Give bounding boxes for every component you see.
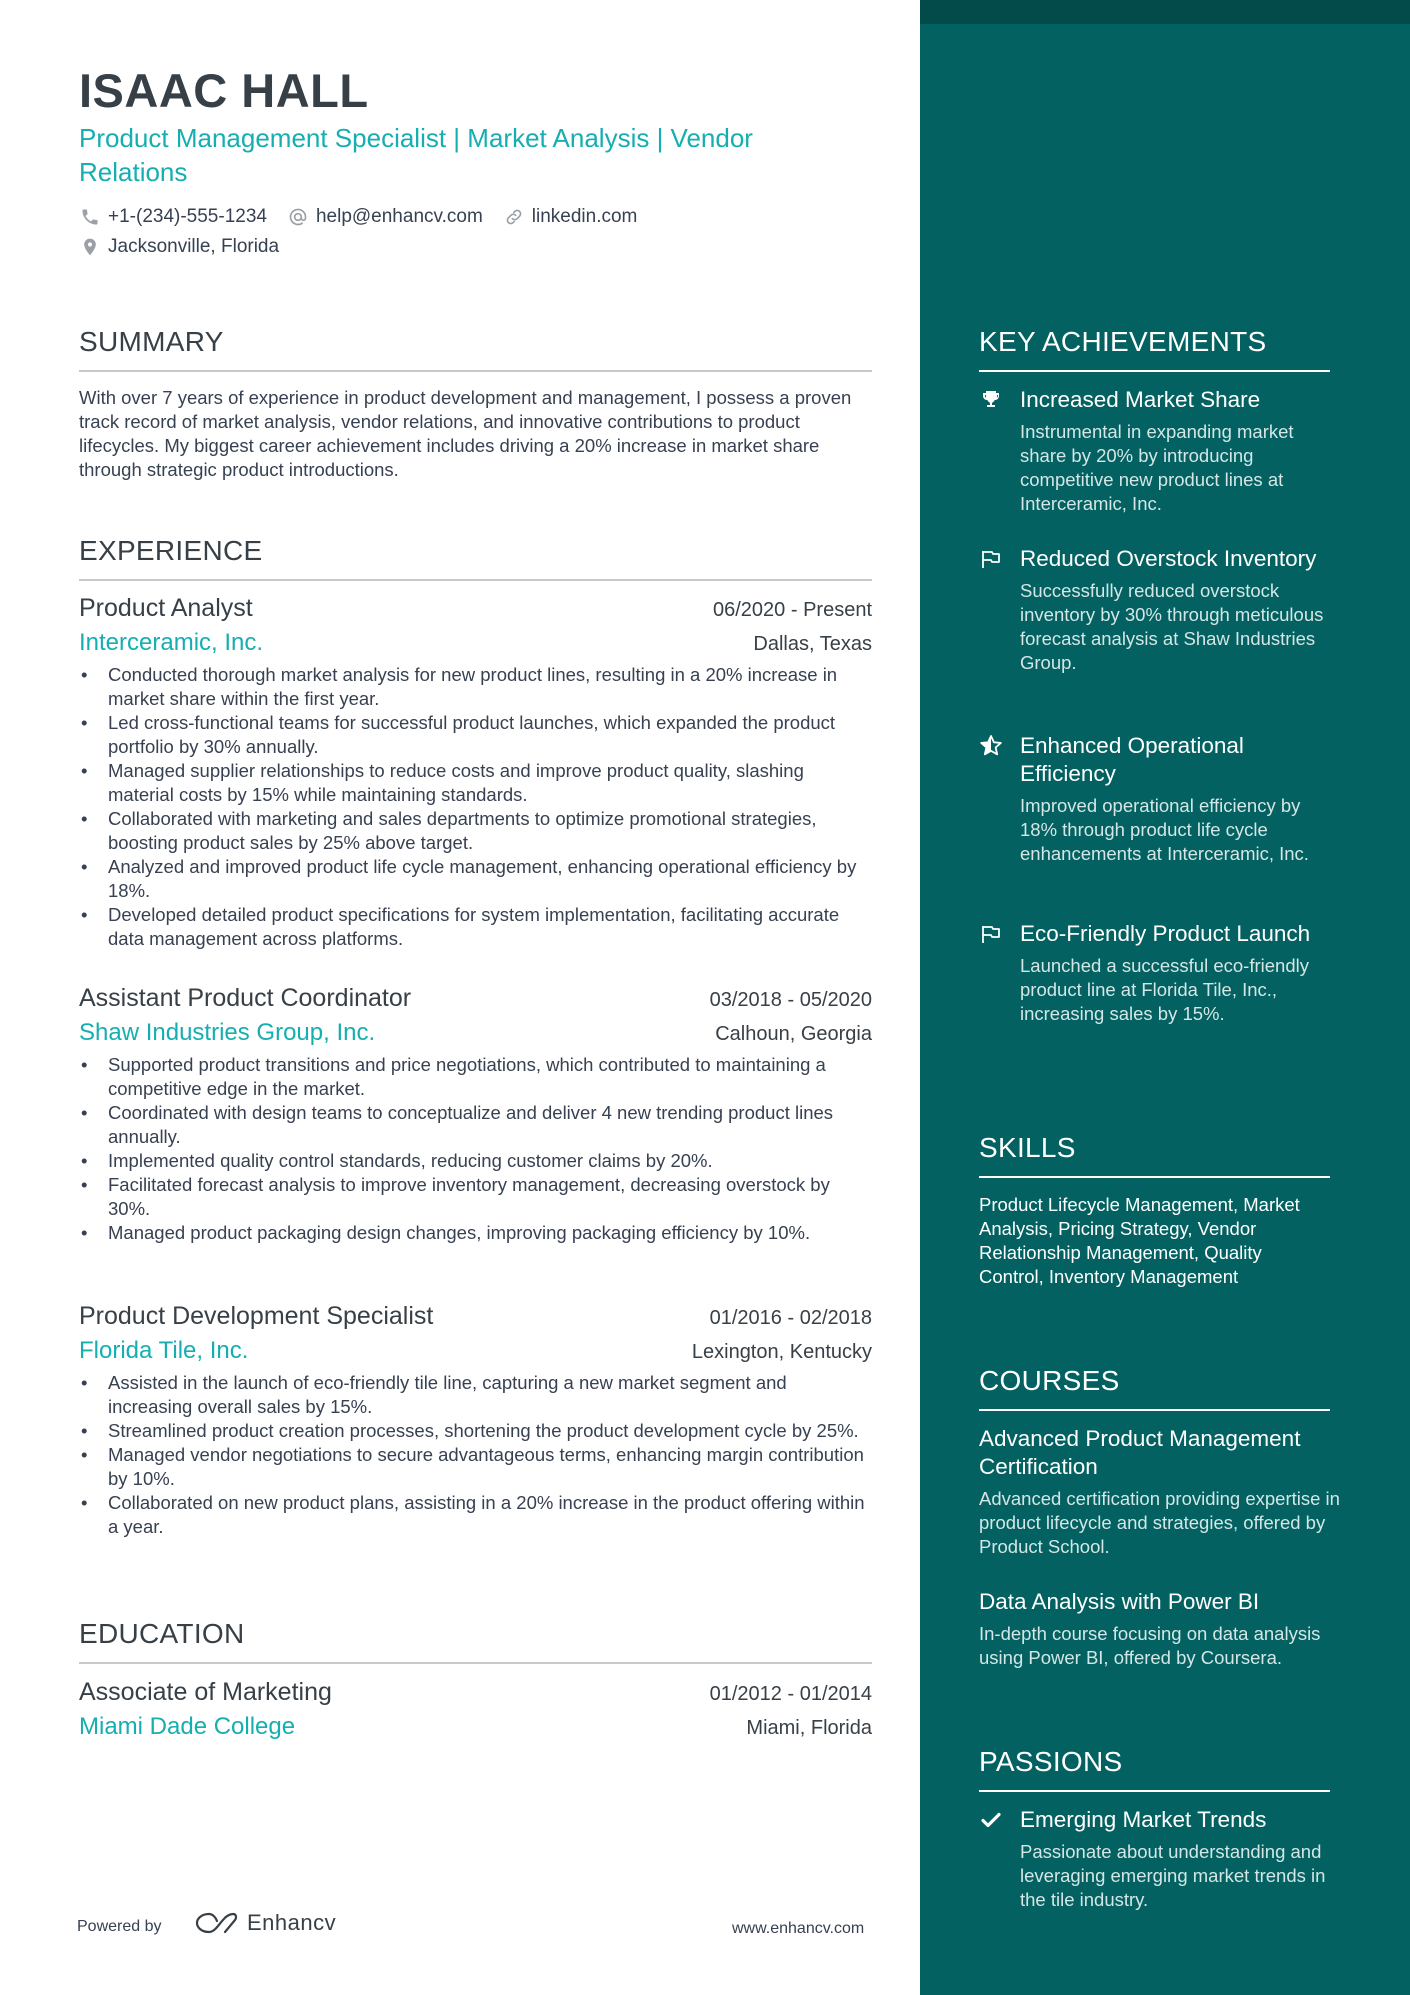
skills-text: Product Lifecycle Management, Market Analysis, Pricing Strategy, Vendor Relationship Management, Quality Control, Inventory Management — [979, 1194, 1300, 1287]
contact-phone — [79, 206, 267, 228]
sidebar-top-bar — [920, 0, 1410, 24]
headline: Product Management Specialist | Market Analysis | Vendor Relations — [79, 123, 753, 187]
candidate-name: ISAAC HALL — [79, 64, 369, 117]
course-title: Data Analysis with Power BI — [979, 1589, 1260, 1614]
achievement-item — [979, 545, 1339, 675]
course-title: Advanced Product Management Certification — [979, 1426, 1301, 1479]
school: Miami Dade College — [79, 1713, 296, 1740]
education-heading: EDUCATION — [79, 1618, 872, 1664]
job-bullet: • Conducted thorough market analysis for new product lines, resulting in a 20% increase in market share within the first year. — [79, 663, 872, 711]
job-location: Calhoun, Georgia — [715, 1023, 872, 1045]
website-link[interactable]: www.enhancv.com — [732, 1920, 865, 1937]
course-desc: Advanced certification providing expertise in product lifecycle and strategies, offered by Product School. — [979, 1488, 1340, 1557]
job-bullet: • Managed vendor negotiations to secure advantageous terms, enhancing margin contribution by 10%. — [79, 1443, 872, 1491]
link-icon — [503, 206, 525, 228]
job-bullet: • Managed product packaging design changes, improving packaging efficiency by 10%. — [79, 1221, 872, 1245]
powered-by-label: Powered by — [77, 1918, 162, 1935]
achievement-desc: Improved operational efficiency by 18% through product life cycle enhancements at Interceramic, Inc. — [1020, 795, 1309, 864]
at-sign-icon — [287, 206, 309, 228]
trophy-icon — [979, 388, 1005, 414]
job-bullet: • Coordinated with design teams to conceptualize and deliver 4 new trending product lines annually. — [79, 1101, 872, 1149]
job-title: Product Development Specialist — [79, 1302, 434, 1330]
course-item — [979, 1588, 1349, 1670]
job-bullet: • Managed supplier relationships to reduce costs and improve product quality, slashing material costs by 15% while maintaining standards. — [79, 759, 872, 807]
achievement-item — [979, 920, 1339, 1026]
achievement-desc: Successfully reduced overstock inventory by 30% through meticulous forecast analysis at Shaw Industries Group. — [1020, 580, 1324, 673]
job-location: Dallas, Texas — [753, 633, 872, 655]
job-bullet: • Supported product transitions and price negotiations, which contributed to maintaining a competitive edge in the market. — [79, 1053, 872, 1101]
check-icon — [979, 1808, 1005, 1834]
enhancv-logo-text: Enhancv — [247, 1910, 337, 1935]
contact-linkedin — [503, 206, 638, 228]
summary-text: With over 7 years of experience in product development and management, I possess a proven track record of market analysis, vendor relations, and innovative contributions to product lifecycles. My biggest career achievement includes driving a 20% increase in market share through strategic product introductions. — [79, 387, 852, 480]
achievement-desc: Launched a successful eco-friendly product line at Florida Tile, Inc., increasing sales by 15%. — [1020, 955, 1309, 1024]
job-location: Lexington, Kentucky — [691, 1341, 872, 1363]
courses-heading: COURSES — [979, 1365, 1330, 1411]
linkedin-link[interactable]: linkedin.com — [531, 206, 638, 227]
job-entry — [79, 594, 872, 951]
enhancv-logo-icon — [195, 1910, 239, 1936]
job-bullet: • Developed detailed product specifications for system implementation, facilitating accurate data management across platforms. — [79, 903, 872, 951]
summary-heading: SUMMARY — [79, 326, 872, 372]
job-entry — [79, 984, 872, 1245]
passion-desc: Passionate about understanding and leveraging emerging market trends in the tile industry. — [1020, 1841, 1326, 1910]
email-link[interactable]: help@enhancv.com — [315, 206, 483, 227]
job-company: Interceramic, Inc. — [79, 629, 264, 656]
education-dates: 01/2012 - 01/2014 — [709, 1683, 872, 1705]
achievement-item — [979, 386, 1339, 516]
course-desc: In-depth course focusing on data analysis using Power BI, offered by Coursera. — [979, 1623, 1321, 1668]
achievement-desc: Instrumental in expanding market share by 20% by introducing competitive new product lines at Interceramic, Inc. — [1020, 421, 1294, 514]
contact-row — [79, 206, 657, 228]
location-text: Jacksonville, Florida — [108, 236, 280, 257]
job-bullet: • Streamlined product creation processes, shortening the product development cycle by 25%. — [79, 1419, 872, 1443]
passions-heading: PASSIONS — [979, 1746, 1330, 1792]
achievement-title: Reduced Overstock Inventory — [1020, 546, 1317, 571]
job-bullets — [79, 1053, 872, 1245]
flag-icon — [979, 547, 1005, 573]
job-dates: 03/2018 - 05/2020 — [709, 989, 872, 1011]
achievement-title: Eco-Friendly Product Launch — [1020, 921, 1311, 946]
course-item — [979, 1425, 1349, 1559]
skills-heading: SKILLS — [979, 1132, 1330, 1178]
star-icon — [979, 734, 1005, 760]
passion-item — [979, 1806, 1339, 1912]
flag-icon — [979, 922, 1005, 948]
education-location: Miami, Florida — [746, 1717, 872, 1739]
education-entry — [79, 1678, 872, 1741]
job-dates: 06/2020 - Present — [713, 599, 872, 621]
job-bullet: • Analyzed and improved product life cycle management, enhancing operational efficiency by 18%. — [79, 855, 872, 903]
location-row — [79, 236, 299, 258]
experience-heading: EXPERIENCE — [79, 535, 872, 581]
job-bullet: • Collaborated with marketing and sales departments to optimize promotional strategies, boosting product sales by 25% above target. — [79, 807, 872, 855]
degree: Associate of Marketing — [79, 1678, 332, 1706]
contact-email — [287, 206, 483, 228]
job-bullet: • Implemented quality control standards, reducing customer claims by 20%. — [79, 1149, 872, 1173]
job-bullet: • Led cross-functional teams for successful product launches, which expanded the product portfolio by 30% annually. — [79, 711, 872, 759]
location-pin-icon — [79, 236, 101, 258]
job-title: Product Analyst — [79, 594, 253, 622]
achievement-title: Increased Market Share — [1020, 387, 1261, 412]
job-bullets — [79, 1371, 872, 1539]
phone-icon — [79, 206, 101, 228]
enhancv-logo[interactable] — [195, 1910, 336, 1936]
sidebar — [920, 0, 1410, 1995]
job-bullets — [79, 663, 872, 951]
job-entry — [79, 1302, 872, 1539]
passion-title: Emerging Market Trends — [1020, 1807, 1267, 1832]
achievement-title: Enhanced Operational Efficiency — [1020, 733, 1244, 786]
achievements-heading: KEY ACHIEVEMENTS — [979, 326, 1330, 372]
job-company: Shaw Industries Group, Inc. — [79, 1019, 376, 1046]
job-bullet: • Assisted in the launch of eco-friendly tile line, capturing a new market segment and increasing overall sales by 15%. — [79, 1371, 872, 1419]
job-company: Florida Tile, Inc. — [79, 1337, 249, 1364]
job-title: Assistant Product Coordinator — [79, 984, 412, 1012]
job-dates: 01/2016 - 02/2018 — [709, 1307, 872, 1329]
achievement-item — [979, 732, 1339, 866]
contact-location — [79, 236, 279, 258]
job-bullet: • Collaborated on new product plans, assisting in a 20% increase in the product offering within a year. — [79, 1491, 872, 1539]
phone-text[interactable]: +1-(234)-555-1234 — [108, 206, 267, 227]
job-bullet: • Facilitated forecast analysis to improve inventory management, decreasing overstock by 30%. — [79, 1173, 872, 1221]
